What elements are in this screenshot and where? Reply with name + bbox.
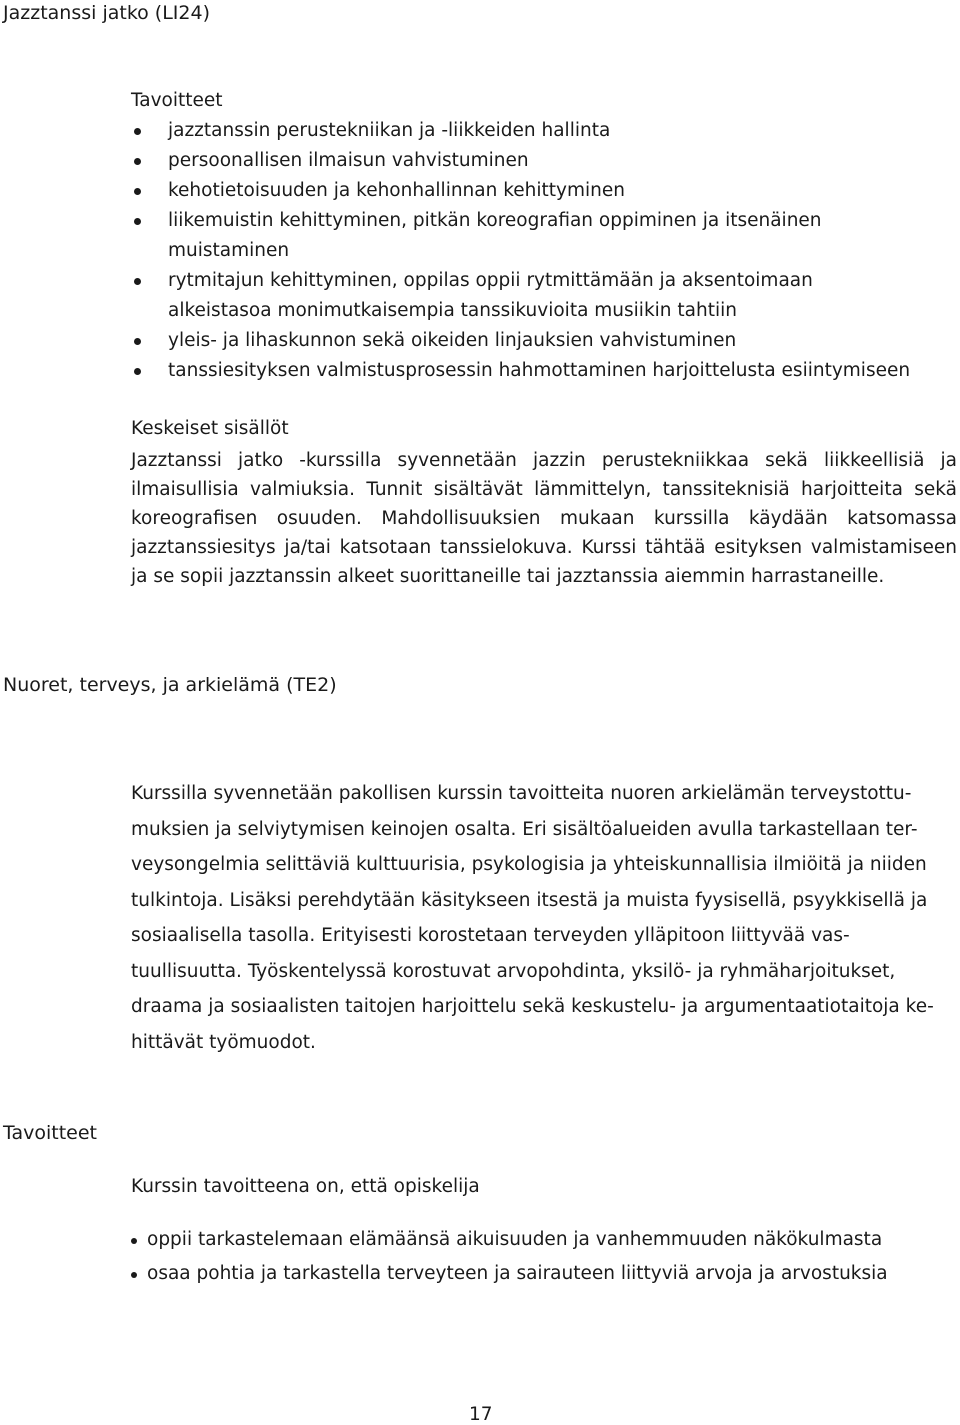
list-item: jazztanssin perustekniikan ja -liikkeiden hallinta — [168, 116, 948, 146]
list-item: persoonallisen ilmaisun vahvistuminen — [168, 146, 948, 176]
list-item: rytmitajun kehittyminen, oppilas oppii rytmittämään ja aksentoimaan — [168, 266, 948, 296]
goals-heading: Tavoitteet — [131, 90, 223, 111]
goals-list — [168, 116, 948, 386]
course2-goals-intro: Kurssin tavoitteena on, että opiskelija — [131, 1176, 480, 1197]
bullet-icon — [134, 368, 141, 375]
content-paragraph: Jazztanssi jatko -kurssilla syvennetään jazzin perustekniikkaa sekä liikkeellisiä ja ilmaisullisia valmiuksia. Tunnit sisältävät lämmittelyn, tanssiteknisiä harjoitteita sekä koreografisen osuuden. Mahdollisuuksien mukaan kurssilla käydään katsomassa jazztanssiesitys ja/tai katsotaan tanssielokuva. Kurssi tähtää esityksen valmistamiseen ja se sopii jazztanssin alkeet suorittaneille tai jazztanssia aiemmin harrastaneille. — [131, 450, 957, 587]
list-item: oppii tarkastelemaan elämäänsä aikuisuuden ja vanhemmuuden näkökulmasta — [131, 1223, 951, 1257]
bullet-icon — [134, 278, 141, 285]
course1-title: Jazztanssi jatko (LI24) — [3, 2, 210, 24]
list-item: osaa pohtia ja tarkastella terveyteen ja sairauteen liittyviä arvoja ja arvostuksia — [131, 1257, 951, 1291]
bullet-icon — [134, 188, 141, 195]
bullet-icon — [134, 338, 141, 345]
bullet-icon — [134, 218, 141, 225]
course2-goals-heading: Tavoitteet — [3, 1122, 97, 1144]
page-number: 17 — [469, 1404, 493, 1425]
list-item-continuation: muistaminen — [168, 240, 290, 261]
bullet-icon — [131, 1272, 137, 1278]
content-heading: Keskeiset sisällöt — [131, 418, 289, 439]
list-item: liikemuistin kehittyminen, pitkän koreografian oppiminen ja itsenäinen — [168, 206, 948, 236]
list-item: tanssiesityksen valmistusprosessin hahmottaminen harjoittelusta esiintymiseen — [168, 356, 948, 386]
bullet-icon — [131, 1238, 137, 1244]
bullet-icon — [134, 158, 141, 165]
list-item: kehotietoisuuden ja kehonhallinnan kehittyminen — [168, 176, 948, 206]
bullet-icon — [134, 128, 141, 135]
course2-goals-list — [131, 1223, 951, 1291]
list-item: yleis- ja lihaskunnon sekä oikeiden linjauksien vahvistuminen — [168, 326, 948, 356]
course2-intro: Kurssilla syvennetään pakollisen kurssin tavoitteita nuoren arkielämän terveystottu-muksien ja selviytymisen keinojen osalta. Eri sisältöalueiden avulla tarkastellaan ter-veysongelmia selittäviä kulttuurisia, psykologisia ja yhteiskunnallisia ilmiöitä ja niiden tulkintoja. Lisäksi perehdytään käsitykseen itsestä ja muista fyysisellä, psyykkisellä ja sosiaalisella tasolla. Erityisesti korostetaan terveyden ylläpitoon liittyvää vas-tuullisuutta. Työskentelyssä korostuvat arvopohdinta, yksilö- ja ryhmäharjoitukset, draama ja sosiaalisten taitojen harjoittelu sekä keskustelu- ja argumentaatiotaitoja ke-hittävät työmuodot. — [131, 783, 934, 1053]
course2-title: Nuoret, terveys, ja arkielämä (TE2) — [3, 674, 337, 696]
list-item-continuation: alkeistasoa monimutkaisempia tanssikuvioita musiikin tahtiin — [168, 300, 737, 321]
